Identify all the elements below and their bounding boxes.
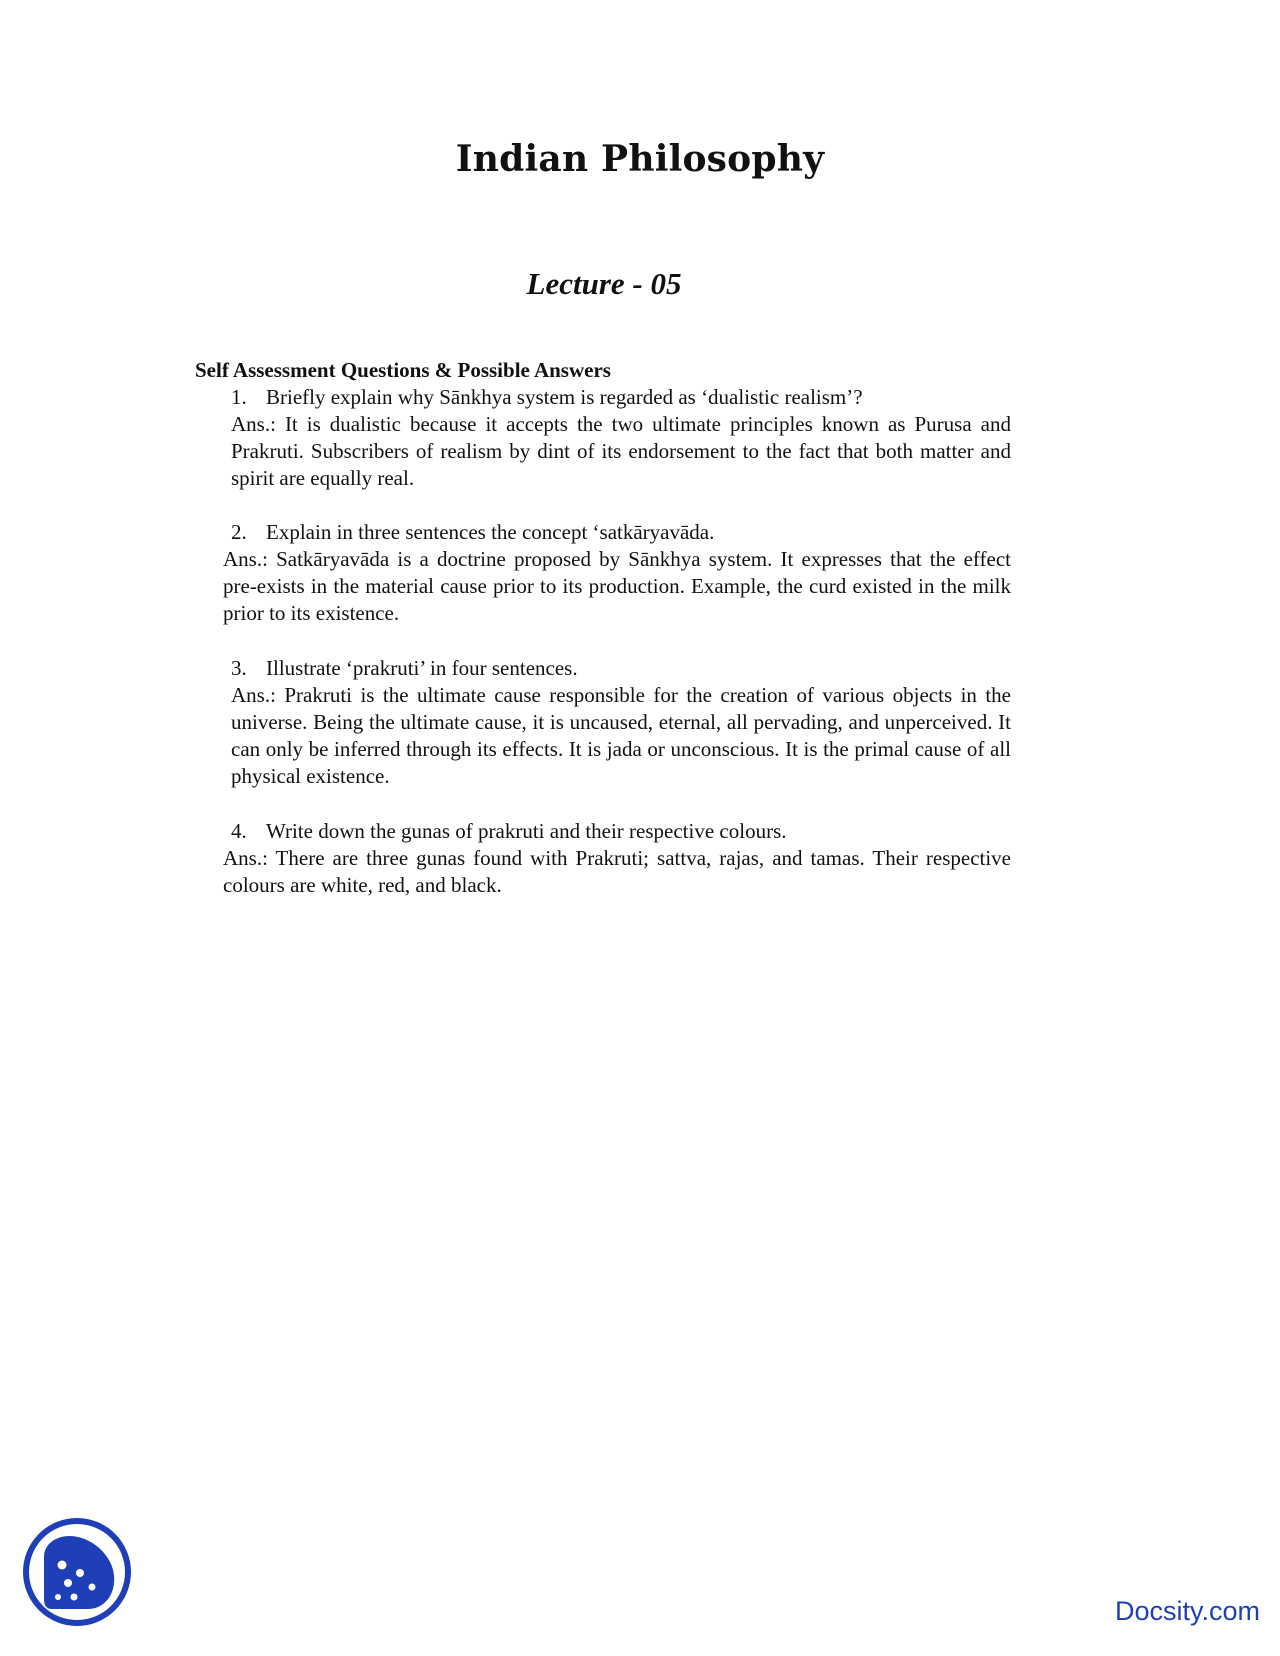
section-heading: Self Assessment Questions & Possible Answers xyxy=(195,358,611,382)
question-3 xyxy=(231,655,1011,682)
qa-item-1 xyxy=(0,384,1280,492)
lecture-subtitle: Lecture - 05 xyxy=(526,266,682,301)
page-title: Indian Philosophy xyxy=(455,138,825,180)
qa-item-3 xyxy=(0,655,1280,790)
question-number: 1. xyxy=(231,385,247,409)
qa-item-2 xyxy=(0,519,1280,627)
question-text: Illustrate ‘prakruti’ in four sentences. xyxy=(266,656,578,680)
qa-item-4 xyxy=(0,818,1280,899)
question-text: Explain in three sentences the concept ‘satkāryavāda. xyxy=(266,520,715,544)
question-1 xyxy=(231,384,1011,411)
question-text: Write down the gunas of prakruti and their respective colours. xyxy=(266,819,787,843)
question-text: Briefly explain why Sānkhya system is regarded as ‘dualistic realism’? xyxy=(266,385,863,409)
question-2 xyxy=(231,519,1011,546)
answer-4: Ans.: There are three gunas found with Prakruti; sattva, rajas, and tamas. Their respective colours are white, red, and black. xyxy=(223,846,1011,897)
question-4 xyxy=(231,818,1011,845)
question-number: 4. xyxy=(231,819,247,843)
answer-1: Ans.: It is dualistic because it accepts the two ultimate principles known as Purusa and Prakruti. Subscribers of realism by dint of its endorsement to the fact that both matter and spirit are equally real. xyxy=(231,412,1011,490)
docsity-logo-icon xyxy=(22,1517,132,1627)
answer-3: Ans.: Prakruti is the ultimate cause responsible for the creation of various objects in the universe. Being the ultimate cause, it is uncaused, eternal, all pervading, and unperceived. It can only be inferred through its effects. It is jada or unconscious. It is the primal cause of all physical existence. xyxy=(231,683,1011,788)
question-number: 2. xyxy=(231,520,247,544)
docsity-brand-link[interactable]: Docsity.com xyxy=(1114,1596,1260,1626)
answer-2: Ans.: Satkāryavāda is a doctrine proposed by Sānkhya system. It expresses that the effect pre-exists in the material cause prior to its production. Example, the curd existed in the milk prior to its existence. xyxy=(223,547,1011,625)
question-number: 3. xyxy=(231,656,247,680)
